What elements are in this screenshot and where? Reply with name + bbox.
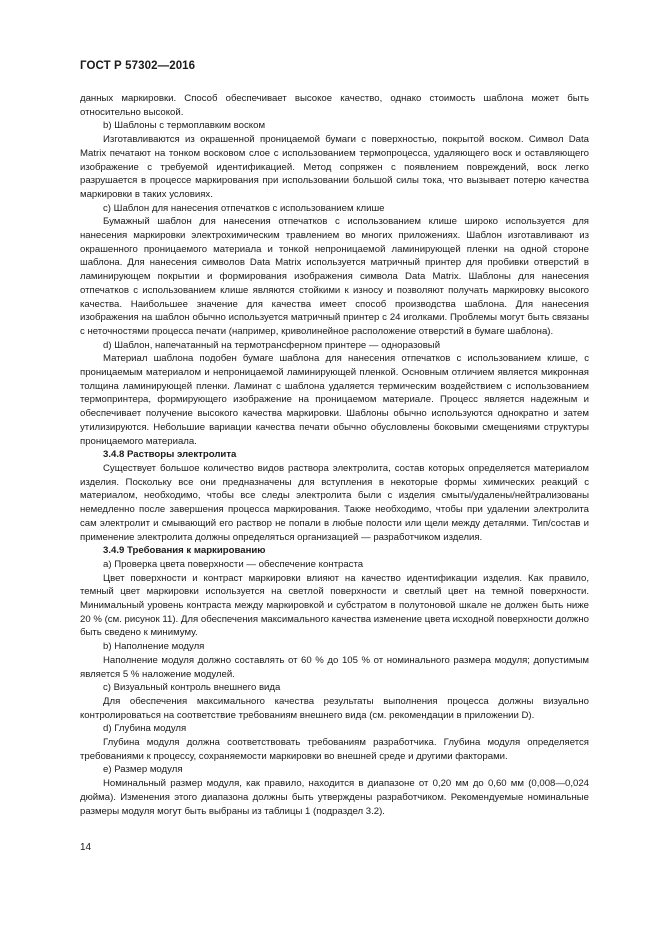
paragraph: Существует большое количество видов раствора электролита, состав которых определяется материалом изделия. Поскольку все они предназначены для вступления в некоторые формы химических реакций с материалом, необходимо, чтобы все следы электролита были с изделия смыты/удалены/нейтрализованы немедленно после завершения процесса маркирования. Также необходимо, чтобы при удалении электролита сам электролит и смывающий его раствор не попали в любые полости или щели между деталями. Тип/состав и применение электролита должны определяться организацией — разработчиком изделия. [80,462,589,543]
paragraph: данных маркировки. Способ обеспечивает высокое качество, однако стоимость шаблона может быть относительно высокой. [80,93,589,118]
paragraph: b) Шаблоны с термоплавким воском [103,120,266,132]
section-heading: 3.4.9 Требования к маркированию [103,545,266,557]
paragraph: Материал шаблона подобен бумаге шаблона для нанесения отпечатков с использованием клише, с проницаемым материалом и непроницаемой ламинирующей пленкой. Основным отличием является микронная толщина ламинирующей пленки. Ламинат с шаблона удаляется термическим воздействием с использованием термопринтера, формирующего изображение на проницаемом материале. Процесс является надежным и обеспечивает получение высокого качества маркировки. Шаблоны обычно используются однократно и затем утилизируются. Небольшие вариации качества печати обычно обусловлены боковыми смещениями структуры проницаемого материала. [80,353,589,447]
paragraph: Цвет поверхности и контраст маркировки влияют на качество идентификации изделия. Как правило, темный цвет маркировки используется на светлой поверхности и светлый цвет на темной поверхности. Минимальный уровень контраста между маркировкой и субстратом в полутоновой шкале не должен быть ниже 20 % (см. рисунок 11). Для обеспечения максимального качества изменение цвета исходной поверхности должно быть сведено к минимуму. [80,572,589,639]
paragraph: Наполнение модуля должно составлять от 60 % до 105 % от номинального размера модуля; допустимым является 5 % наложение модулей. [80,654,589,680]
paragraph: Для обеспечения максимального качества результаты выполнения процесса должны визуально контролироваться на соответствие требованиям внешнего вида (см. рекомендации в приложении D). [80,695,589,721]
paragraph: c) Шаблон для нанесения отпечатков с использованием клише [103,202,385,214]
page-body [80,92,589,818]
paragraph: Изготавливаются из окрашенной проницаемой бумаги с поверхностью, покрытой воском. Символ Data Matrix печатают на тонком восковом слое с использованием термопроцесса, удаляющего воск и оставляющего изображение с требуемой идентификацией. Метод сопряжен с появлением повреждений, воск легко разрушается в процессе маркирования при использовании большой силы тока, что вызывает потерю качества маркировки в таких условиях. [80,134,589,200]
paragraph: a) Проверка цвета поверхности — обеспечение контраста [103,558,364,570]
paragraph: c) Визуальный контроль внешнего вида [103,682,281,694]
paragraph: e) Размер модуля [103,764,183,776]
paragraph: d) Глубина модуля [103,723,187,735]
paragraph: Глубина модуля должна соответствовать требованиям разработчика. Глубина модуля определяется требованиями к процессу, сохраняемости маркировки во внешней среде и другими факторами. [80,737,589,762]
paragraph: b) Наполнение модуля [103,641,205,653]
paragraph: d) Шаблон, напечатанный на термотрансферном принтере — одноразовый [103,339,441,351]
paragraph: Номинальный размер модуля, как правило, находится в диапазоне от 0,20 мм до 0,60 мм (0,008—0,024 дюйма). Изменения этого диапазона должны быть утверждены разработчиком. Рекомендуемые номинальные размеры модуля могут быть выбраны из таблицы 1 (подраздел 3.2). [80,778,589,817]
document-header: ГОСТ Р 57302—2016 [80,60,196,72]
paragraph: Бумажный шаблон для нанесения отпечатков с использованием клише широко используется для нанесения маркировки электрохимическим травлением во многих приложениях. Шаблон изготавливают из окрашенного проницаемого материала и тонкой непроницаемой ламинирующей пленки на одной стороне шаблона. Для нанесения символов Data Matrix используется матричный принтер для пробивки отверстий в ламинирующем покрытии и формирования изображения символа Data Matrix. Шаблоны для нанесения отпечатков с использованием клише являются стойкими к износу и позволяют получать маркировку высокого качества. Наибольшее значение для качества имеет способ производства шаблона. Для нанесения изображения на шаблон обычно используется матричный принтер с 24 иголками. Проблемы могут быть связаны с неточностями процесса печати (например, криволинейное расположение отверстий в бумаге шаблона). [80,216,589,337]
page-number: 14 [80,842,92,853]
section-heading: 3.4.8 Растворы электролита [103,449,237,461]
